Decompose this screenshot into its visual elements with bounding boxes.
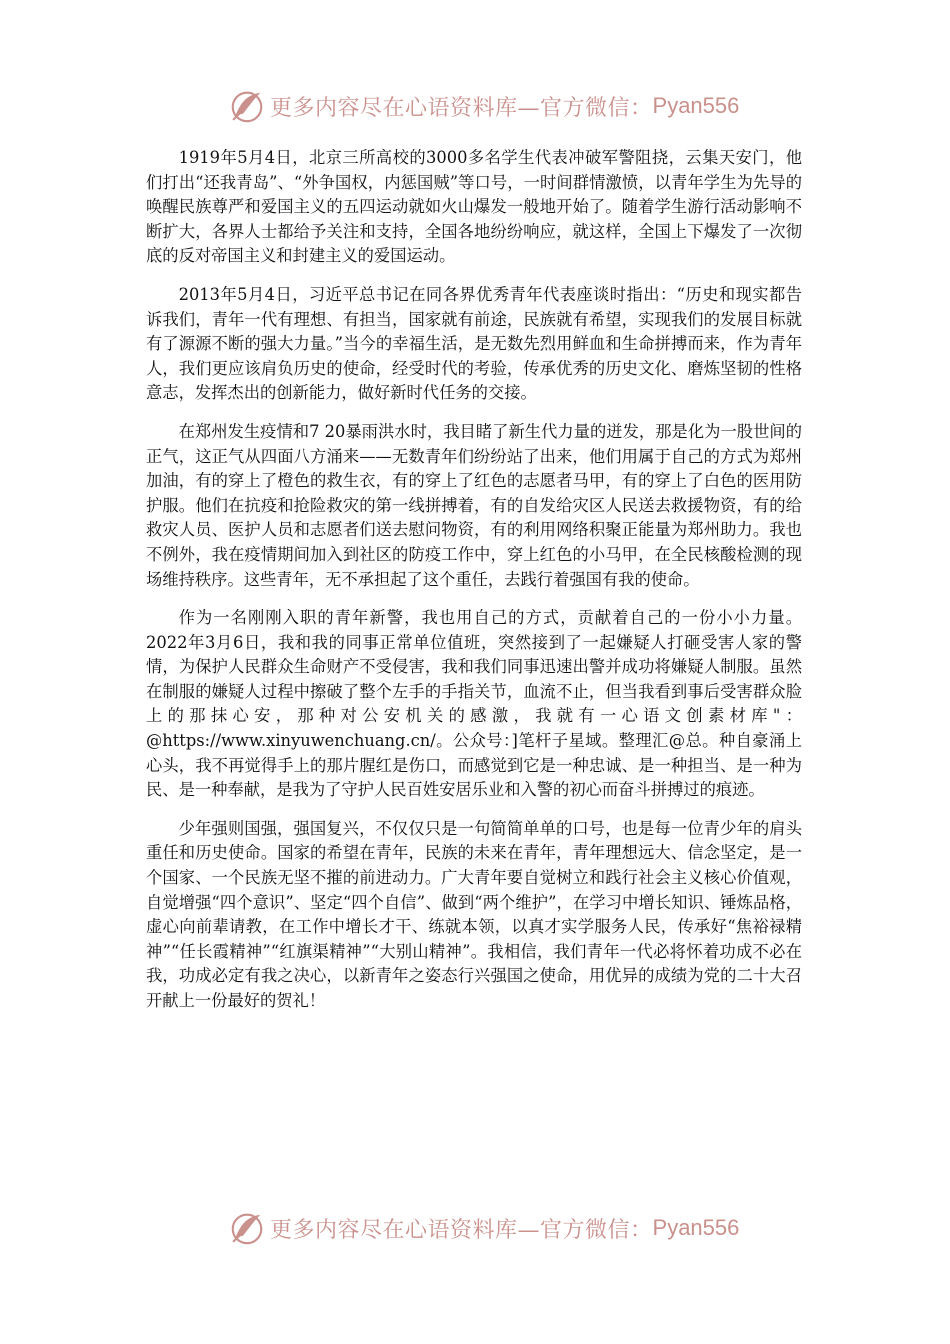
watermark-banner-bottom [228, 1208, 739, 1248]
watermark-wechat-id: Pyan556 [652, 1215, 740, 1240]
pen-swirl-icon [228, 1209, 266, 1247]
paragraph: 在郑州发生疫情和7 20暴雨洪水时，我目睹了新生代力量的迸发，那是化为一股世间的正气，这正气从四面八方涌来——无数青年们纷纷站了出来，他们用属于自己的方式为郑州加油，有的穿上了橙色的救生衣，有的穿上了红色的志愿者马甲，有的穿上了白色的医用防护服。他们在抗疫和抢险救灾的第一线拼搏着，有的自发给灾区人民送去救援物资，有的给救灾人员、医护人员和志愿者们送去慰问物资，有的利用网络积聚正能量为郑州助力。我也不例外，我在疫情期间加入到社区的防疫工作中，穿上红色的小马甲，在全民核酸检测的现场维持秩序。这些青年，无不承担起了这个重任，去践行着强国有我的使命。 [146, 421, 802, 589]
watermark-text: 更多内容尽在心语资料库—官方微信： [270, 95, 653, 121]
paragraph: 少年强则国强，强国复兴，不仅仅只是一句简简单单的口号，也是每一位青少年的肩头重任和历史使命。国家的希望在青年，民族的未来在青年，青年理想远大、信念坚定，是一个国家、一个民族无坚不摧的前进动力。广大青年要自觉树立和践行社会主义核心价值观，自觉增强“四个意识”、坚定“四个自信”、做到“两个维护”，在学习中增长知识、锤炼品格，虚心向前辈请教，在工作中增长才干、练就本领，以真才实学服务人民，传承好“焦裕禄精神”“任长霞精神”“红旗渠精神”“大别山精神”。我相信，我们青年一代必将怀着功成不必在我，功成必定有我之决心，以新青年之姿态行兴强国之使命，用优异的成绩为党的二十大召开献上一份最好的贺礼！ [146, 818, 802, 1010]
article-body [146, 146, 802, 1014]
paragraph: 作为一名刚刚入职的青年新警，我也用自己的方式，贡献着自己的一份小小力量。2022年3月6日，我和我的同事正常单位值班，突然接到了一起嫌疑人打砸受害人家的警情，为保护人民群众生命财产不受侵害，我和我们同事迅速出警并成功将嫌疑人制服。虽然在制服的嫌疑人过程中擦破了整个左手的手指关节，血流不止，但当我看到事后受害群众脸上的那抹心安，那种对公安机关的感激，我就有一心语文创素材库"：@https://www.xinyuwenchuang.cn/。公众号：]笔杆子星域。整理汇@总。种自豪涌上心头，我不再觉得手上的那片腥红是伤口，而感觉到它是一种忠诚、是一种担当、是一种为民、是一种奉献，是我为了守护人民百姓安居乐业和入警的初心而奋斗拼搏过的痕迹。 [146, 608, 802, 800]
paragraph: 2013年5月4日，习近平总书记在同各界优秀青年代表座谈时指出：“历史和现实都告诉我们，青年一代有理想、有担当，国家就有前途，民族就有希望，实现我们的发展目标就有了源源不断的强大力量。”当今的幸福生活，是无数先烈用鲜血和生命拼搏而来，作为青年人，我们更应该肩负历史的使命，经受时代的考验，传承优秀的历史文化、磨炼坚韧的性格意志，发挥杰出的创新能力，做好新时代任务的交接。 [146, 284, 802, 403]
watermark-wechat-id: Pyan556 [652, 93, 740, 118]
watermark-text: 更多内容尽在心语资料库—官方微信： [270, 1217, 653, 1243]
paragraph: 1919年5月4日，北京三所高校的3000多名学生代表冲破军警阻挠，云集天安门，他们打出“还我青岛”、“外争国权，内惩国贼”等口号，一时间群情激愤，以青年学生为先导的唤醒民族尊严和爱国主义的五四运动就如火山爆发一般地开始了。随着学生游行活动影响不断扩大，各界人士都给予关注和支持，全国各地纷纷响应，就这样，全国上下爆发了一次彻底的反对帝国主义和封建主义的爱国运动。 [146, 148, 802, 266]
watermark-banner-top [228, 86, 739, 126]
pen-swirl-icon [228, 87, 266, 125]
